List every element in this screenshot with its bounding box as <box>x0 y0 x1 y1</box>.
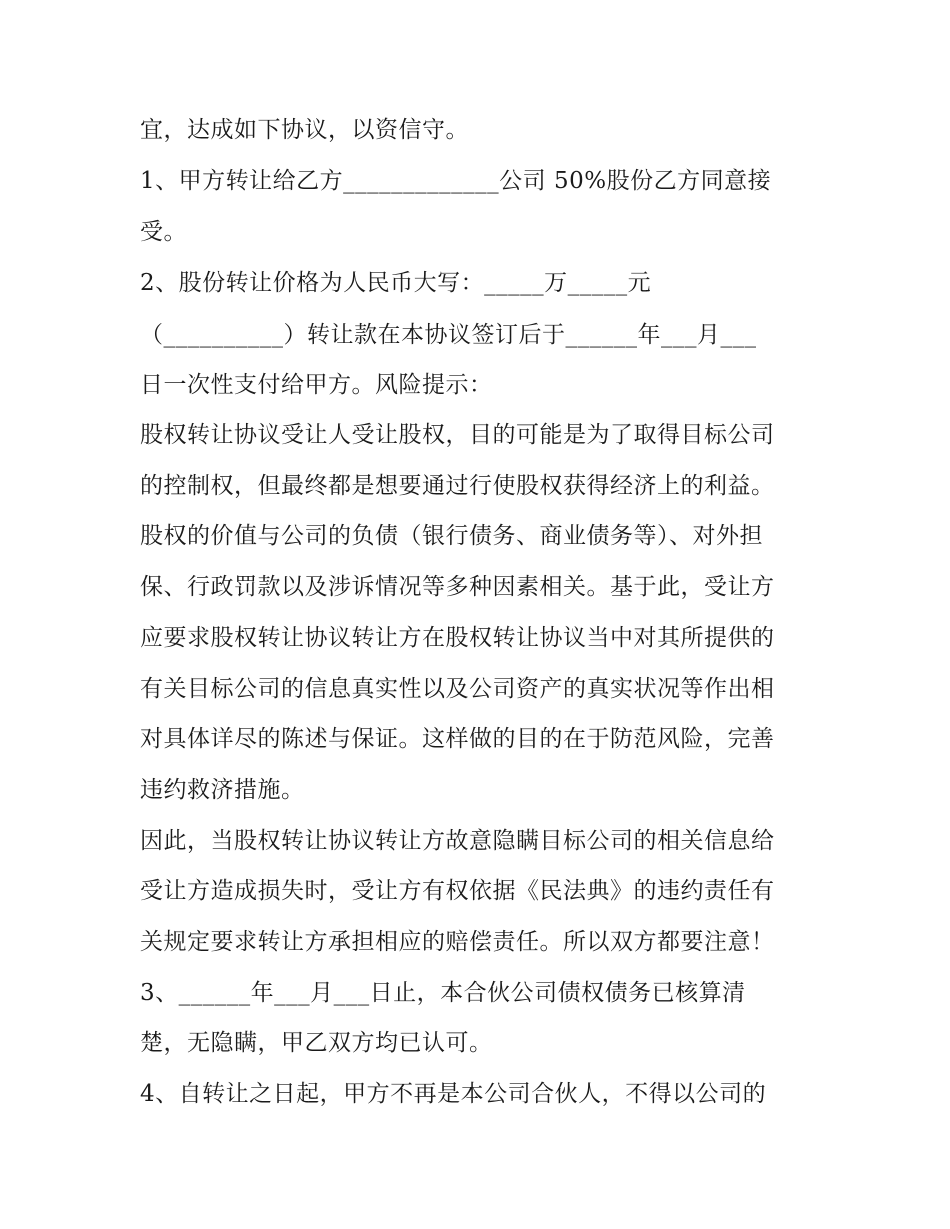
text-line: 日一次性支付给甲方。风险提示： <box>140 372 493 398</box>
text-line: 股权的价值与公司的负债（银行债务、商业债务等）、对外担 <box>140 523 763 549</box>
text-line: 有关目标公司的信息真实性以及公司资产的真实状况等作出相 <box>140 676 775 702</box>
text-line: （__________）转让款在本协议签订后于______年___月___ <box>140 322 757 348</box>
text-line: 因此，当股权转让协议转让方故意隐瞒目标公司的相关信息给 <box>140 828 775 854</box>
text-line: 楚，无隐瞒，甲乙双方均已认可。 <box>140 1030 493 1056</box>
text-line: 宜，达成如下协议，以资信守。 <box>140 117 469 143</box>
text-line: 违约救济措施。 <box>140 777 305 803</box>
text-line: 应要求股权转让协议转让方在股权转让协议当中对其所提供的 <box>140 625 775 651</box>
text-line: 股权转让协议受让人受让股权，目的可能是为了取得目标公司 <box>140 422 775 448</box>
text-line: 对具体详尽的陈述与保证。这样做的目的在于防范风险，完善 <box>140 726 775 752</box>
text-line: 4、自转让之日起，甲方不再是本公司合伙人，不得以公司的 <box>140 1081 767 1107</box>
text-line: 关规定要求转让方承担相应的赔偿责任。所以双方都要注意！ <box>140 929 775 955</box>
text-line: 2、股份转让价格为人民币大写：_____万_____元 <box>140 270 652 296</box>
text-line: 受让方造成损失时，受让方有权依据《民法典》的违约责任有 <box>140 878 775 904</box>
text-line: 保、行政罚款以及涉诉情况等多种因素相关。基于此，受让方 <box>140 574 775 600</box>
text-line: 1、甲方转让给乙方_____________公司 50%股份乙方同意接 <box>140 168 772 194</box>
text-line: 3、______年___月___日止，本合伙公司债权债务已核算清 <box>140 980 746 1006</box>
text-line: 受。 <box>140 219 187 245</box>
text-line: 的控制权，但最终都是想要通过行使股权获得经济上的利益。 <box>140 473 775 499</box>
